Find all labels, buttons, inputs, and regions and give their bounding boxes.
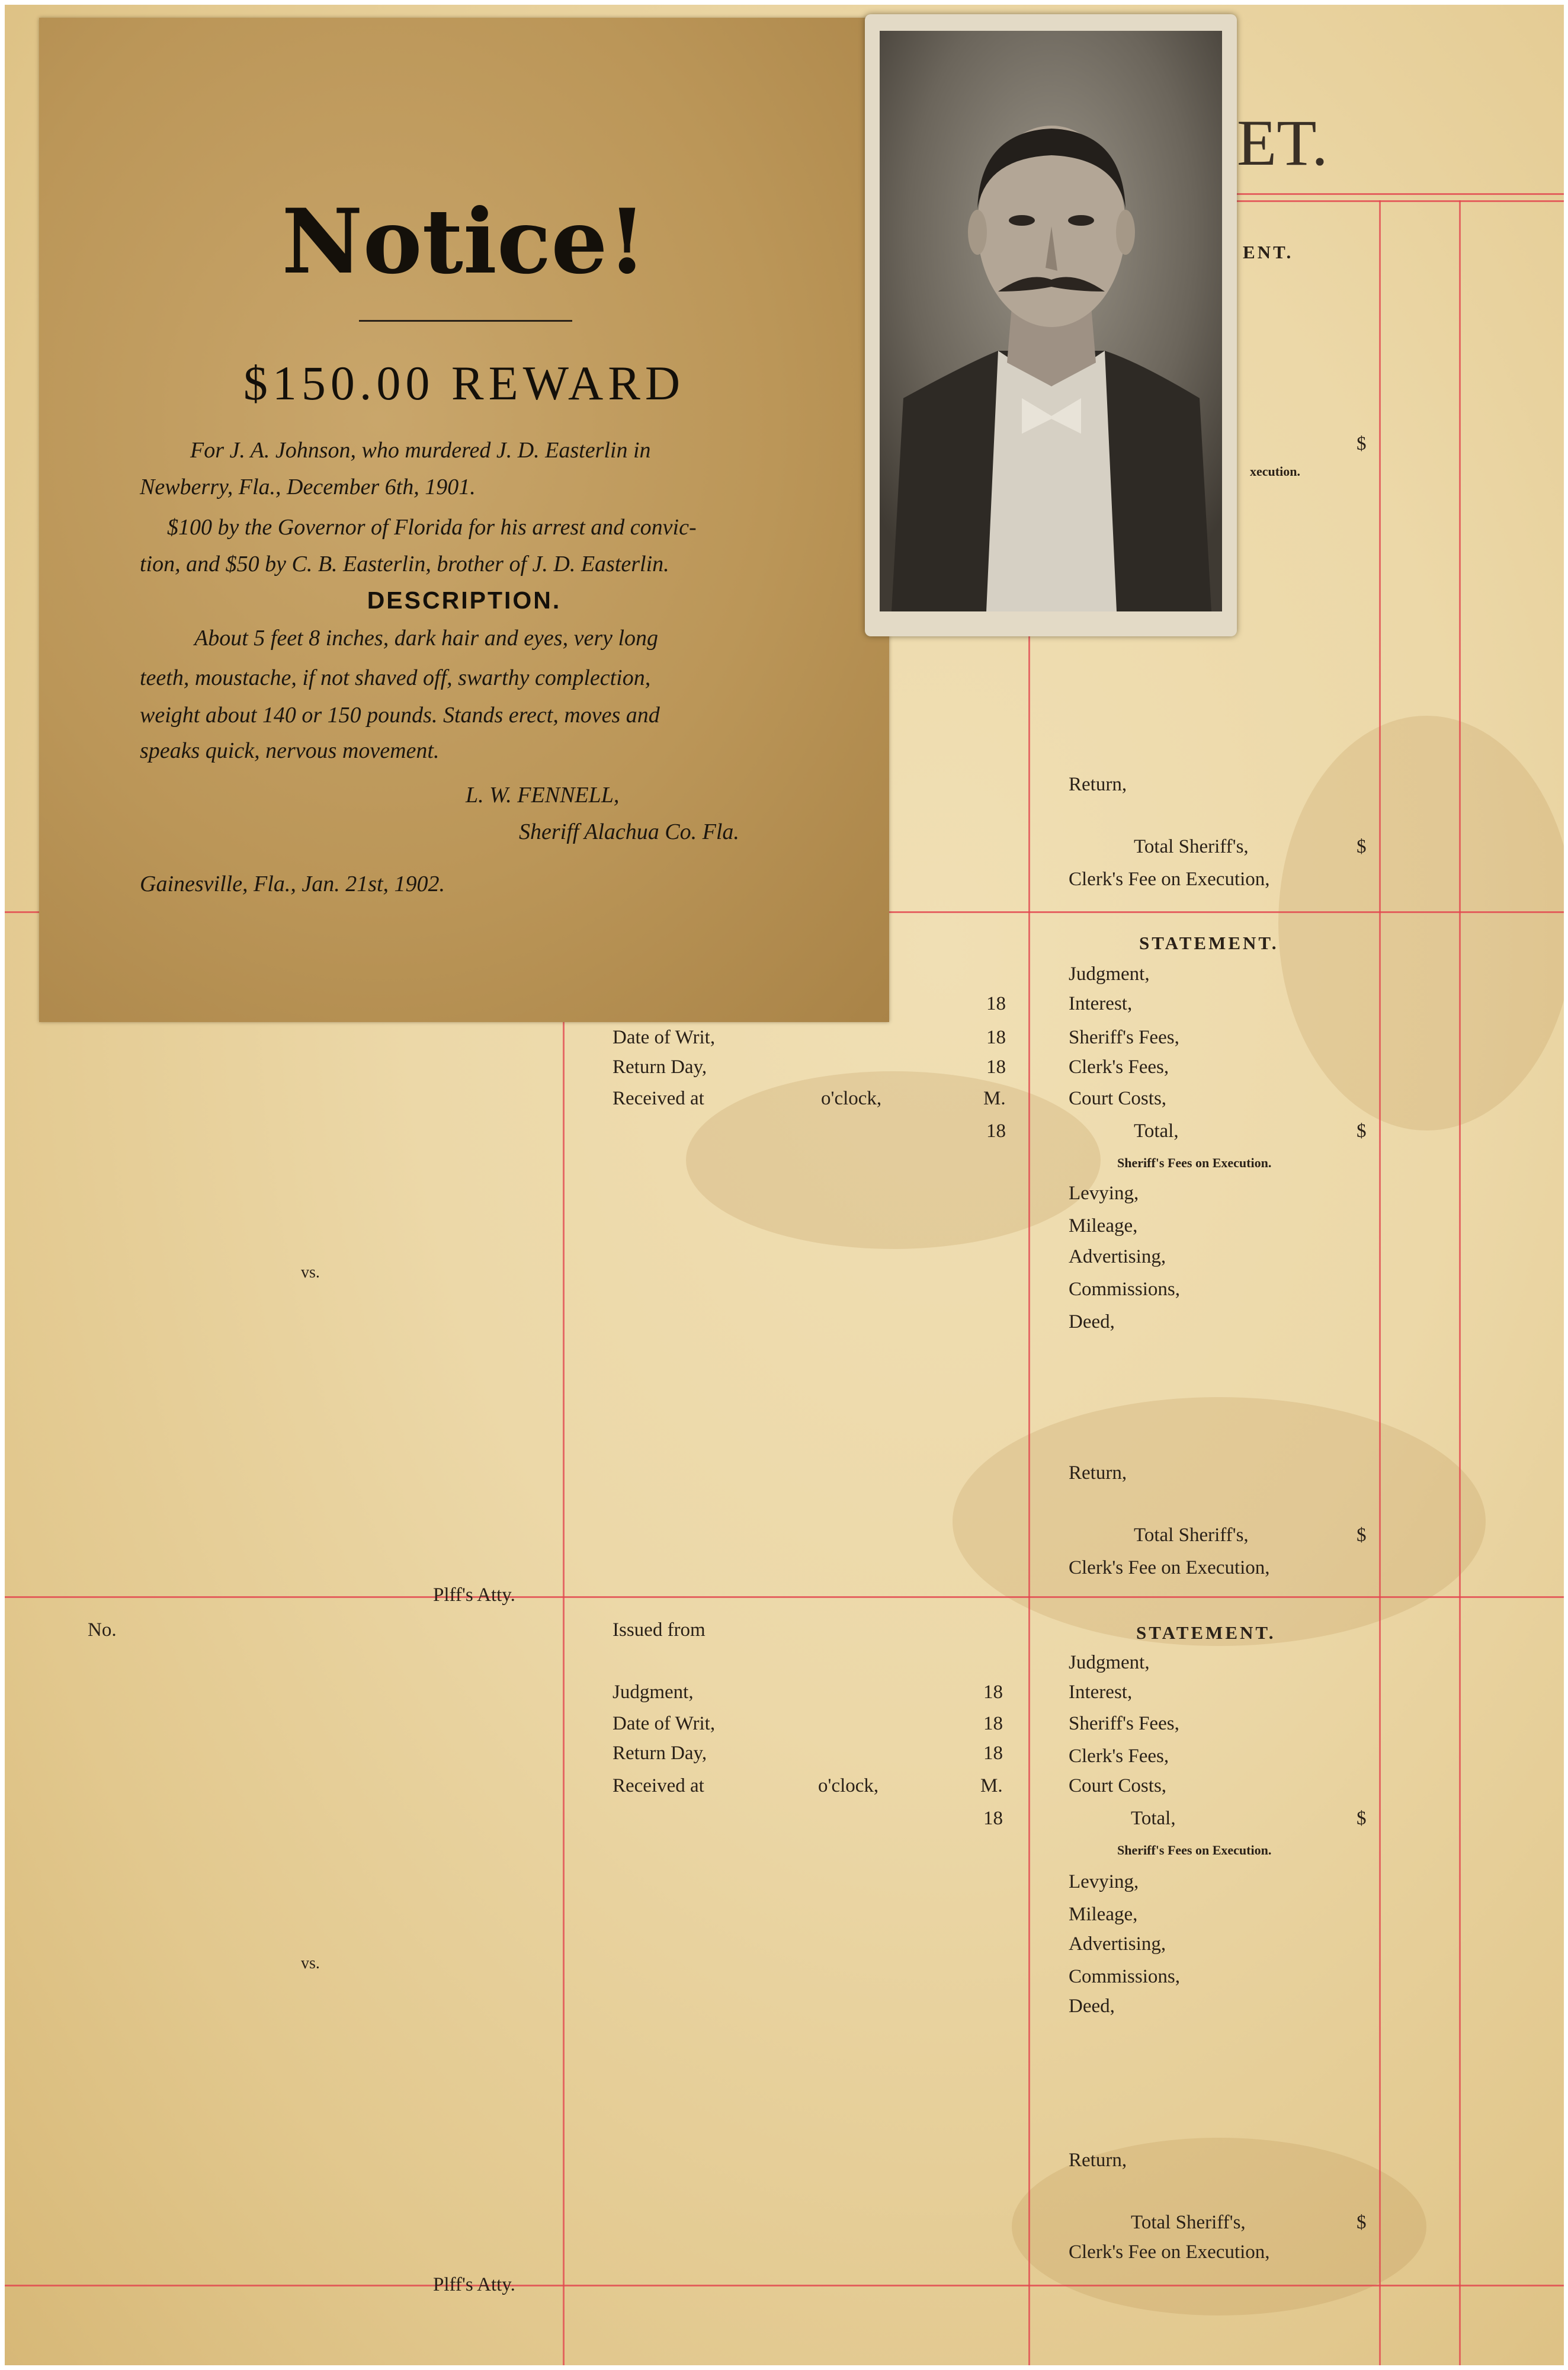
fee-item-advertising: Advertising, [1069,1933,1166,1955]
column-rule [1379,200,1381,2365]
date-of-writ-label: Date of Writ, [613,1713,716,1734]
clerk-fee-label: Clerk's Fee on Execution, [1069,869,1270,890]
notice-divider [359,320,572,322]
issued-from-label: Issued from [613,1619,706,1641]
received-at-label: Received at [613,1775,704,1796]
dollar-sign: $ [1357,1808,1367,1829]
year-prefix: 18 [983,1682,1003,1703]
signature-name: L. W. FENNELL, [466,783,620,808]
notice-line: For J. A. Johnson, who murdered J. D. Easterlin in [190,438,651,463]
description-line: teeth, moustache, if not shaved off, swarthy complection, [140,665,651,690]
portrait-photo [880,31,1222,611]
clerk-fee-label: Clerk's Fee on Execution, [1069,2241,1270,2263]
m-label: M. [983,1088,1006,1109]
statement-item-interest: Interest, [1069,1682,1133,1703]
return-label: Return, [1069,774,1127,795]
plaintiff-attorney-label: Plff's Atty. [433,2274,515,2295]
fee-item-deed: Deed, [1069,1311,1115,1333]
signature-title: Sheriff Alachua Co. Fla. [519,819,739,844]
sheriffs-fees-heading: Sheriff's Fees on Execution. [1117,1155,1272,1170]
section-rule [5,1596,1564,1598]
statement-item-clerks-fees: Clerk's Fees, [1069,1746,1169,1767]
statement-item-judgment: Judgment, [1069,963,1150,985]
return-label: Return, [1069,2150,1127,2171]
fee-item-mileage: Mileage, [1069,1215,1138,1237]
statement-item-sheriffs-fees: Sheriff's Fees, [1069,1027,1179,1048]
fee-item-mileage: Mileage, [1069,1904,1138,1925]
total-sheriffs-label: Total Sheriff's, [1134,1525,1249,1546]
notice-line: tion, and $50 by C. B. Easterlin, brother of J. D. Easterlin. [140,552,669,577]
section-rule [5,2285,1564,2286]
portrait-illustration [880,31,1222,611]
fee-item-levying: Levying, [1069,1871,1139,1892]
execution-fragment: xecution. [1250,464,1300,479]
fee-item-advertising: Advertising, [1069,1246,1166,1267]
m-label: M. [980,1775,1003,1796]
portrait-card [865,14,1237,636]
oclock-label: o'clock, [818,1775,879,1796]
reward-notice [39,18,889,1022]
stain [953,1397,1486,1646]
year-prefix: 18 [983,1743,1003,1764]
received-at-label: Received at [613,1088,704,1109]
description-heading: DESCRIPTION. [367,587,562,614]
column-rule [1459,200,1461,2365]
year-prefix: 18 [986,1120,1006,1142]
year-prefix: 18 [986,1056,1006,1078]
docket-header-fragment: ET. [1237,107,1328,179]
column-rule [1028,636,1030,2365]
description-line: weight about 140 or 150 pounds. Stands erect, moves and [140,703,660,728]
statement-item-judgment: Judgment, [1069,1652,1150,1673]
year-prefix: 18 [983,1713,1003,1734]
plaintiff-attorney-label: Plff's Atty. [433,1584,515,1606]
stain [1278,716,1564,1130]
statement-item-sheriffs-fees: Sheriff's Fees, [1069,1713,1179,1734]
year-prefix: 18 [986,1027,1006,1048]
fee-item-commissions: Commissions, [1069,1279,1180,1300]
docket-page [5,5,1564,2365]
statement-heading-fragment: ENT. [1243,242,1294,262]
column-rule [563,911,565,2365]
clerk-fee-label: Clerk's Fee on Execution, [1069,1557,1270,1578]
dollar-sign: $ [1357,1525,1367,1546]
stain [686,1071,1101,1249]
notice-title: Notice! [281,190,647,294]
dollar-sign: $ [1357,433,1367,454]
statement-heading: STATEMENT. [1139,933,1279,953]
description-line: speaks quick, nervous movement. [140,738,440,763]
number-label: No. [88,1619,117,1641]
top-rule [1189,193,1564,195]
year-prefix: 18 [986,993,1006,1014]
fee-item-levying: Levying, [1069,1183,1139,1204]
statement-item-interest: Interest, [1069,993,1133,1014]
notice-line: $100 by the Governor of Florida for his arrest and convic- [167,515,697,540]
dollar-sign: $ [1357,1120,1367,1142]
notice-line: Newberry, Fla., December 6th, 1901. [140,475,476,499]
top-rule [1189,200,1564,202]
total-label: Total, [1134,1120,1179,1142]
year-prefix: 18 [983,1808,1003,1829]
date-of-writ-label: Date of Writ, [613,1027,716,1048]
fee-item-deed: Deed, [1069,1996,1115,2017]
statement-item-clerks-fees: Clerk's Fees, [1069,1056,1169,1078]
return-day-label: Return Day, [613,1056,707,1078]
statement-item-court-costs: Court Costs, [1069,1088,1167,1109]
place-date: Gainesville, Fla., Jan. 21st, 1902. [140,872,445,896]
dollar-sign: $ [1357,2212,1367,2233]
reward-amount: $150.00 REWARD [243,356,685,410]
total-sheriffs-label: Total Sheriff's, [1131,2212,1246,2233]
oclock-label: o'clock, [821,1088,882,1109]
dollar-sign: $ [1357,836,1367,857]
statement-item-court-costs: Court Costs, [1069,1775,1167,1796]
statement-heading: STATEMENT. [1136,1622,1276,1643]
vs-label: vs. [301,1263,320,1282]
total-label: Total, [1131,1808,1176,1829]
return-day-label: Return Day, [613,1743,707,1764]
sheriffs-fees-heading: Sheriff's Fees on Execution. [1117,1843,1272,1857]
vs-label: vs. [301,1954,320,1972]
total-sheriffs-label: Total Sheriff's, [1134,836,1249,857]
judgment-label: Judgment, [613,1682,694,1703]
fee-item-commissions: Commissions, [1069,1966,1180,1987]
return-label: Return, [1069,1462,1127,1484]
description-line: About 5 feet 8 inches, dark hair and eyes, very long [194,626,659,651]
